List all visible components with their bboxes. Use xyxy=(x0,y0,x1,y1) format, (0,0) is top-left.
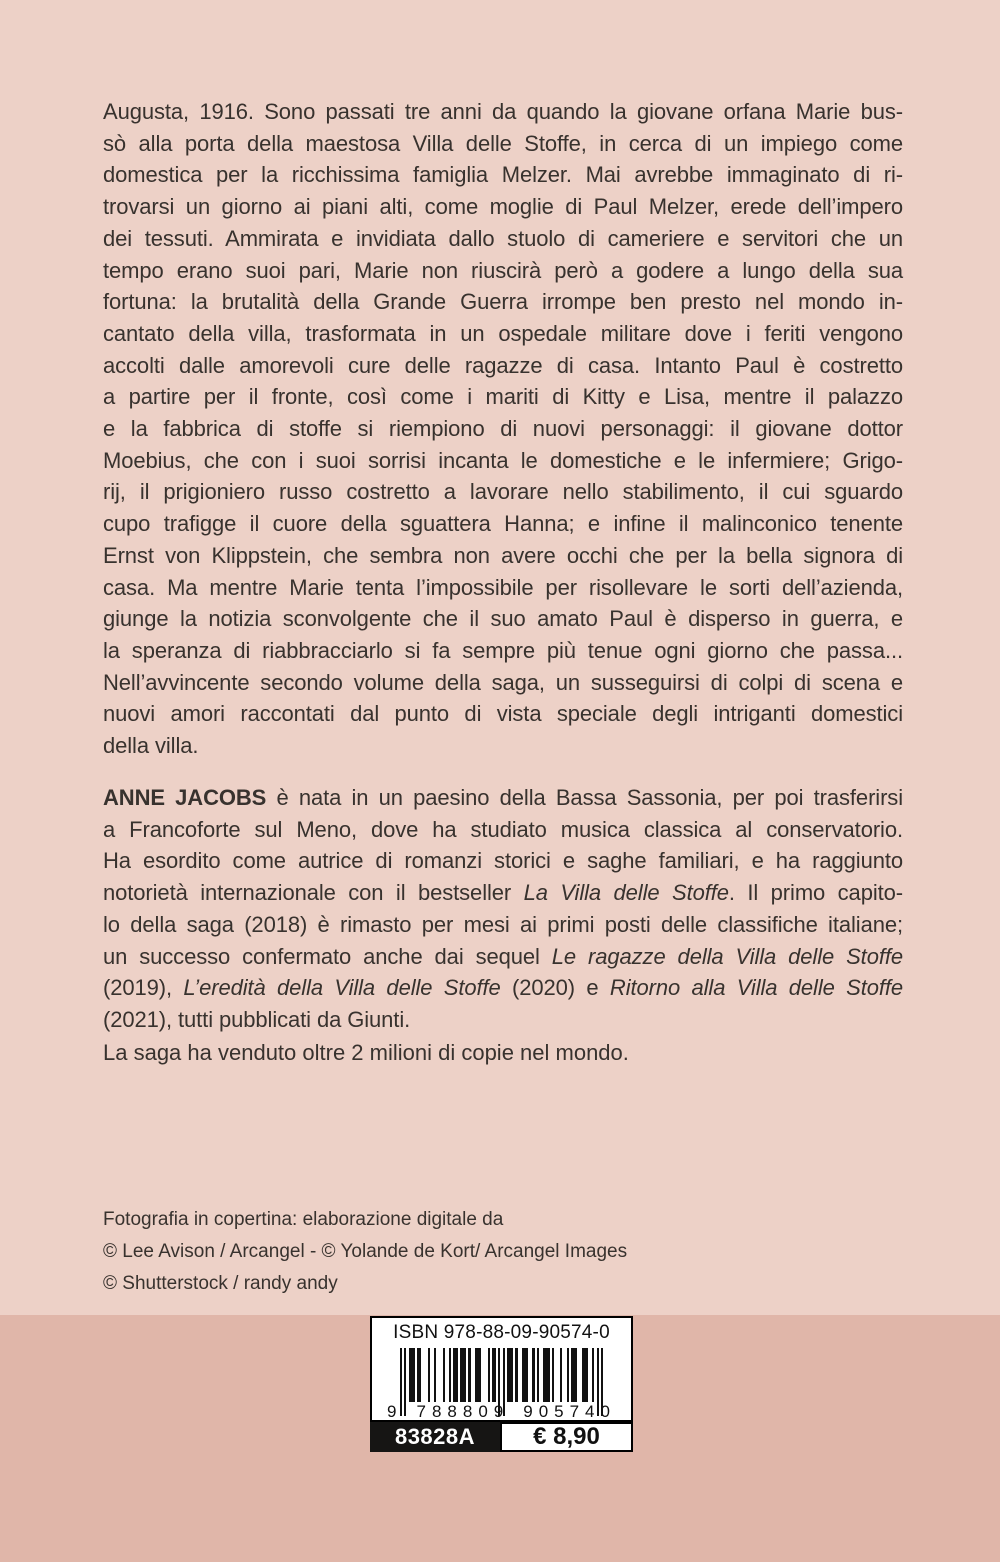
text-line: nuovi amori raccontati dal punto di vista speciale degli intriganti domestici xyxy=(103,701,903,727)
text-line: notorietà internazionale con il bestseller La Villa delle Stoffe. Il primo capito- xyxy=(103,880,903,906)
barcode-bar xyxy=(468,1348,470,1402)
barcode-box xyxy=(370,1316,633,1452)
barcode-bar xyxy=(475,1348,481,1402)
text-line: e la fabbrica di stoffe si riempiono di nuovi personaggi: il giovane dottor xyxy=(103,416,903,442)
text-line: cupo trafigge il cuore della sguattera Hanna; e infine il malinconico tenente xyxy=(103,511,903,537)
barcode-bar xyxy=(582,1348,588,1402)
barcode-bar xyxy=(522,1348,528,1402)
price-badge: € 8,90 xyxy=(500,1422,633,1452)
barcode-digit-group1: 788809 xyxy=(416,1402,510,1421)
text-line: cantato della villa, trasformata in un ospedale militare dove i feriti vengono xyxy=(103,320,903,346)
text-line: della villa. xyxy=(103,733,199,759)
text-line: fortuna: la brutalità della Grande Guerra irrompe ben presto nel mondo in- xyxy=(103,289,903,315)
text-line: ANNE JACOBS è nata in un paesino della Bassa Sassonia, per poi trasferirsi xyxy=(103,785,903,810)
text-line: accolti dalle amorevoli cure delle ragazze di casa. Intanto Paul è costretto xyxy=(103,352,903,378)
text-line: © Shutterstock / randy andy xyxy=(103,1273,338,1294)
barcode-digit-group2: 905740 xyxy=(523,1402,616,1421)
barcode-bar xyxy=(453,1348,457,1402)
barcode-digits xyxy=(372,1402,631,1422)
text-line: dei tessuti. Ammirata e invidiata dallo stuolo di cameriere e servitori che un xyxy=(103,225,903,251)
cover-credits xyxy=(103,1204,903,1300)
text-line: (2021), tutti pubblicati da Giunti. xyxy=(103,1006,411,1032)
product-code-badge: 83828A xyxy=(370,1422,500,1452)
sales-note: La saga ha venduto oltre 2 milioni di copie nel mondo. xyxy=(103,1040,629,1065)
text-line: © Lee Avison / Arcangel - © Yolande de Kort/ Arcangel Images xyxy=(103,1241,628,1262)
barcode-bar xyxy=(417,1348,421,1402)
text-line: Augusta, 1916. Sono passati tre anni da quando la giovane orfana Marie bus- xyxy=(103,99,903,124)
synopsis-text xyxy=(103,96,903,762)
barcode-bar xyxy=(567,1348,569,1402)
text-line: tempo erano suoi pari, Marie non riuscirà però a godere a lungo della sua xyxy=(103,257,903,283)
barcode-footer xyxy=(370,1422,633,1452)
barcode-digit-left: 9 xyxy=(387,1402,403,1421)
barcode-bar xyxy=(592,1348,594,1402)
barcode-bar xyxy=(409,1348,415,1402)
text-line: a partire per il fronte, così come i mariti di Kitty e Lisa, mentre il palazzo xyxy=(103,384,903,410)
barcode-bar xyxy=(571,1348,577,1402)
text-line: lo della saga (2018) è rimasto per mesi ai primi posti delle classifiche italiane; xyxy=(103,911,903,937)
text-line: Ha esordito come autrice di romanzi storici e saghe familiari, e ha raggiunto xyxy=(103,848,903,874)
barcode-bar xyxy=(488,1348,490,1402)
barcode-area xyxy=(370,1316,633,1422)
barcode-bar xyxy=(532,1348,534,1402)
author-bio xyxy=(103,782,903,1036)
text-line: Moebius, che con i suoi sorrisi incanta le domestiche e le infermiere; Grigo- xyxy=(103,447,903,473)
isbn-label: ISBN 978-88-09-90574-0 xyxy=(393,1322,610,1343)
barcode-bar xyxy=(492,1348,496,1402)
barcode-bar xyxy=(460,1348,466,1402)
text-line: la speranza di riabbracciarlo si fa sempre più tenue ogni giorno che passa... xyxy=(103,637,903,663)
text-line: trovarsi un giorno ai piani alti, come moglie di Paul Melzer, erede dell’impero xyxy=(103,194,903,220)
barcode-bar xyxy=(428,1348,430,1402)
barcode-bar xyxy=(537,1348,539,1402)
text-line: giunge la notizia sconvolgente che il suo amato Paul è disperso in guerra, e xyxy=(103,606,903,632)
text-line: sò alla porta della maestosa Villa delle Stoffe, in cerca di un impiego come xyxy=(103,130,903,156)
text-line: Ernst von Klippstein, che sembra non avere occhi che per la bella signora di xyxy=(103,542,903,568)
barcode-bar xyxy=(449,1348,451,1402)
text-line: rij, il prigioniero russo costretto a lavorare nello stabilimento, il cui sguardo xyxy=(103,479,903,505)
barcode-bar xyxy=(507,1348,513,1402)
text-line: un successo confermato anche dai sequel Le ragazze della Villa delle Stoffe xyxy=(103,943,903,969)
text-line: Fotografia in copertina: elaborazione digitale da xyxy=(103,1209,504,1230)
barcode-bar xyxy=(560,1348,562,1402)
text-line: domestica per la ricchissima famiglia Melzer. Mai avrebbe immaginato di ri- xyxy=(103,162,903,188)
text-line: Nell’avvincente secondo volume della saga, un susseguirsi di colpi di scena e xyxy=(103,669,903,695)
barcode-bar xyxy=(434,1348,436,1402)
text-line: casa. Ma mentre Marie tenta l’impossibile per risollevare le sorti dell’azienda, xyxy=(103,574,903,600)
barcode-bar xyxy=(443,1348,445,1402)
text-line: (2019), L’eredità della Villa delle Stoffe (2020) e Ritorno alla Villa delle Stoffe xyxy=(103,975,904,1001)
barcode-bar xyxy=(515,1348,517,1402)
text-line: a Francoforte sul Meno, dove ha studiato musica classica al conservatorio. xyxy=(103,816,903,842)
barcode-bar xyxy=(543,1348,549,1402)
barcode-bar xyxy=(552,1348,554,1402)
